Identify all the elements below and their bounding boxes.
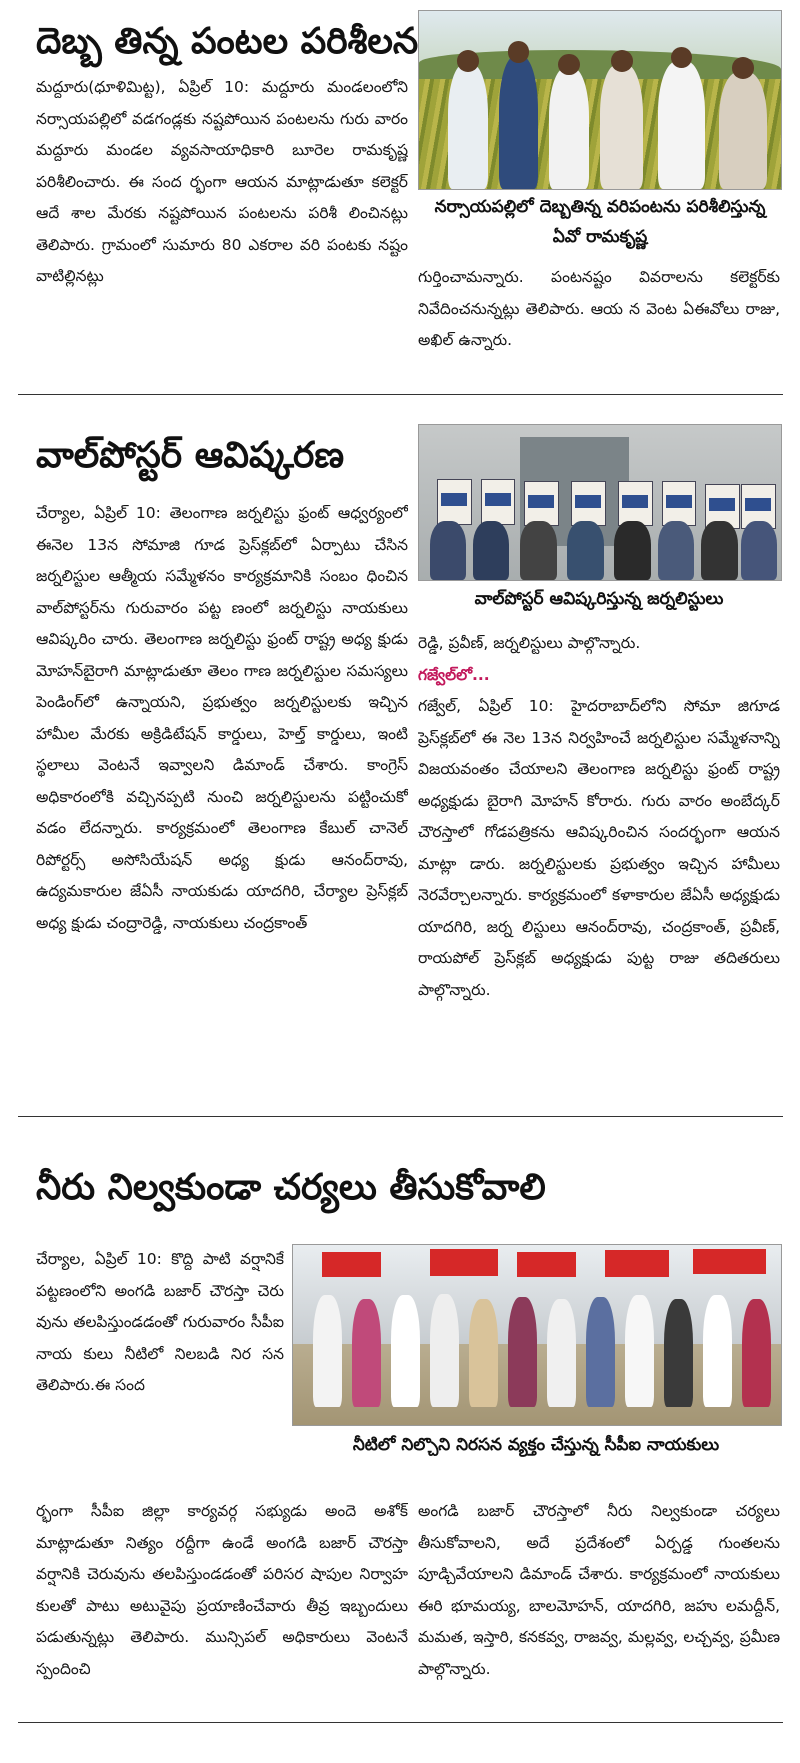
story3-body-right-text: అంగడి బజార్ చౌరస్తాలో నీరు నిల్వకుండా చర్యలు తీసుకోవాలని, అదే ప్రదేశంలో ఏర్పడ్డ గుంతలను పూడ్చివేయాలని డిమాండ్ చేశారు. కార్యక్రమంలో నాయకులు ఈరి భూమయ్య, బాలమోహన్, యాదగిరి, జహు లమద్దీన్, మమత, ఇస్తారి, కనకవ్వ, రాజవ్వ, మల్లవ్వ, లచ్చవ్వ, ప్రమీణ పాల్గొన్నారు.: [418, 1502, 780, 1678]
divider-1: [18, 394, 783, 395]
story1-headline: దెబ్బ తిన్న పంటల పరిశీలన: [36, 21, 419, 62]
story3-body-top-left: [36, 1244, 284, 1496]
story2-headline: వాల్‌పోస్టర్ ఆవిష్కరణ: [36, 435, 345, 476]
story2-body-left-text: చేర్యాల, ఏప్రిల్ 10: తెలంగాణ జర్నలిస్టు ఫ్రంట్ ఆధ్వర్యంలో ఈనెల 13న సోమాజి గూడ ప్రెస్‌క్లబ్‌లో ఏర్పాటు చేసిన జర్నలిస్టుల ఆత్మీయ సమ్మేళనం కార్యక్రమానికి సంబం ధించిన వాల్‌పోస్టర్‌ను గురువారం పట్ట ణంలో జర్నలిస్టు నాయకులు ఆవిష్కరిం చారు. తెలంగాణ జర్నలిస్టు ఫ్రంట్ రాష్ట్ర అధ్య క్షుడు మోహన్‌బైరాగి మాట్లాడుతూ తెలం గాణ జర్నలిస్టుల సమస్యలు పెండింగ్‌లో ఉన్నాయని, ప్రభుత్వం జర్నలిస్టులకు ఇచ్చిన హామీల మేరకు అక్రిడిటేషన్ కార్డులు, హెల్త్ కార్డులు, ఇంటి స్థలాలు వెంటనే ఇవ్వాలని డిమాండ్ చేశారు. కాంగ్రెస్ అధికారంలోకి వచ్చినప్పటి నుంచి జర్నలిస్టులను పట్టించుకో వడం లేదన్నారు. కార్యక్రమంలో తెలంగాణ కేబుల్ చానెల్ రిపోర్టర్స్ అసోసియేషన్ అధ్య క్షుడు ఆనంద్‌రావు, ఉద్యమకారుల జేఏసీ నాయకుడు యాదగిరి, చేర్యాల ప్రెస్‌క్లబ్ అధ్య క్షుడు చంద్రారెడ్డి, నాయకులు చంద్రకాంత్: [36, 504, 408, 932]
story3-body-right: [418, 1496, 780, 1718]
story1-caption: నర్సాయపల్లిలో దెబ్బతిన్న వరిపంటను పరిశీలిస్తున్న ఏవో రామకృష్ణ: [434, 197, 766, 247]
story2-body-left: [36, 498, 408, 1098]
newspaper-page: [18, 0, 783, 1763]
story2-caption: వాల్‌పోస్టర్ ఆవిష్కరిస్తున్న జర్నలిస్టులు: [474, 589, 724, 609]
story3-body-left-text: ర్భంగా సీపీఐ జిల్లా కార్యవర్గ సభ్యుడు అందె అశోక్ మాట్లాడుతూ నిత్యం రద్దీగా ఉండే అంగడి బజార్ చౌరస్తా వర్షానికి చెరువును తలపిస్తుండడంతో పరిసర షాపుల నిర్వాహ కులతో పాటు అటువైపు ప్రయాణించేవారు తీవ్ర ఇబ్బందులు పడుతున్నట్లు తెలిపారు. మున్సిపల్ అధికారులు వెంటనే స్పందించి: [36, 1502, 408, 1678]
story1-body-right: [418, 262, 780, 372]
story2-body-right-top: రెడ్డి, ప్రవీణ్, జర్నలిస్టులు పాల్గొన్నారు.: [418, 634, 641, 652]
story2-body-right-text: గజ్వేల్, ఏప్రిల్ 10: హైదరాబాద్‌లోని సోమా జిగూడ ప్రెస్‌క్లబ్‌లో ఈ నెల 13న నిర్వహించే జర్నలిస్టుల సమ్మేళనాన్ని విజయవంతం చేయాలని తెలంగాణ జర్నలిస్టు ఫ్రంట్ రాష్ట్ర అధ్యక్షుడు బైరాగి మోహన్ కోరారు. గురు వారం అంబేద్కర్ చౌరస్తాలో గోడపత్రికను ఆవిష్కరించిన సందర్భంగా ఆయన మాట్లా డారు. జర్నలిస్టులకు ప్రభుత్వం ఇచ్చిన హామీలు నెరవేర్చాలన్నారు. కార్యక్రమంలో కళాకారుల జేఏసీ అధ్యక్షుడు యాదగిరి, జర్న లిస్టులు ఆనంద్‌రావు, చంద్రకాంత్, ప్రవీణ్, రాయపోల్ ప్రెస్‌క్లబ్ అధ్యక్షుడు పుట్ట రాజు తదితరులు పాల్గొన్నారు.: [418, 697, 780, 999]
divider-3: [18, 1722, 783, 1723]
story1-body-left-text: మద్దూరు(ధూళిమిట్ట), ఏప్రిల్ 10: మద్దూరు మండలంలోని నర్సాయపల్లిలో వడగండ్లకు నష్టపోయిన పంటలను గురు వారం మద్దూరు మండల వ్యవసాయాధికారి బూరెల రామకృష్ణ పరిశీలించారు. ఈ సంద ర్భంగా ఆయన మాట్లాడుతూ కలెక్టర్ ఆదే శాల మేరకు నష్టపోయిన పంటలను పరిశీ లించినట్లు తెలిపారు. గ్రామంలో సుమారు 80 ఎకరాల వరి పంటకు నష్టం వాటిల్లినట్లు: [36, 78, 408, 285]
story3-body-top-left-text: చేర్యాల, ఏప్రిల్ 10: కొద్ది పాటి వర్షానికే పట్టణంలోని అంగడి బజార్ చౌరస్తా చెరు వును తలపిస్తుండడంతో గురువారం సీపీఐ నాయ కులు నీటిలో నిలబడి నిర సన తెలిపారు.ఈ సంద: [36, 1250, 284, 1394]
story3-photo: [292, 1244, 782, 1426]
story1-photo: [418, 10, 782, 190]
story2-body-right: [418, 628, 780, 1098]
story-water-logging: [18, 1118, 783, 1718]
story3-body-left: [36, 1496, 408, 1718]
story2-subhead: గజ్వేల్‌లో...: [418, 665, 490, 684]
story3-headline: నీరు నిల్వకుండా చర్యలు తీసుకోవాలి: [36, 1167, 546, 1208]
story1-body-left: [36, 72, 408, 372]
story-crop-inspection: [18, 0, 783, 395]
story1-body-right-text: గుర్తించామన్నారు. పంటనష్టం వివరాలను కలెక్టర్‌కు నివేదించనున్నట్లు తెలిపారు. ఆయ న వెంట ఏఈవోలు రాజు, అఖిల్ ఉన్నారు.: [418, 268, 780, 349]
divider-2: [18, 1116, 783, 1117]
story3-caption: నీటిలో నిల్చొని నిరసన వ్యక్తం చేస్తున్న సీపీఐ నాయకులు: [352, 1435, 720, 1455]
story-wall-poster: [18, 396, 783, 1116]
story2-photo: [418, 424, 782, 581]
